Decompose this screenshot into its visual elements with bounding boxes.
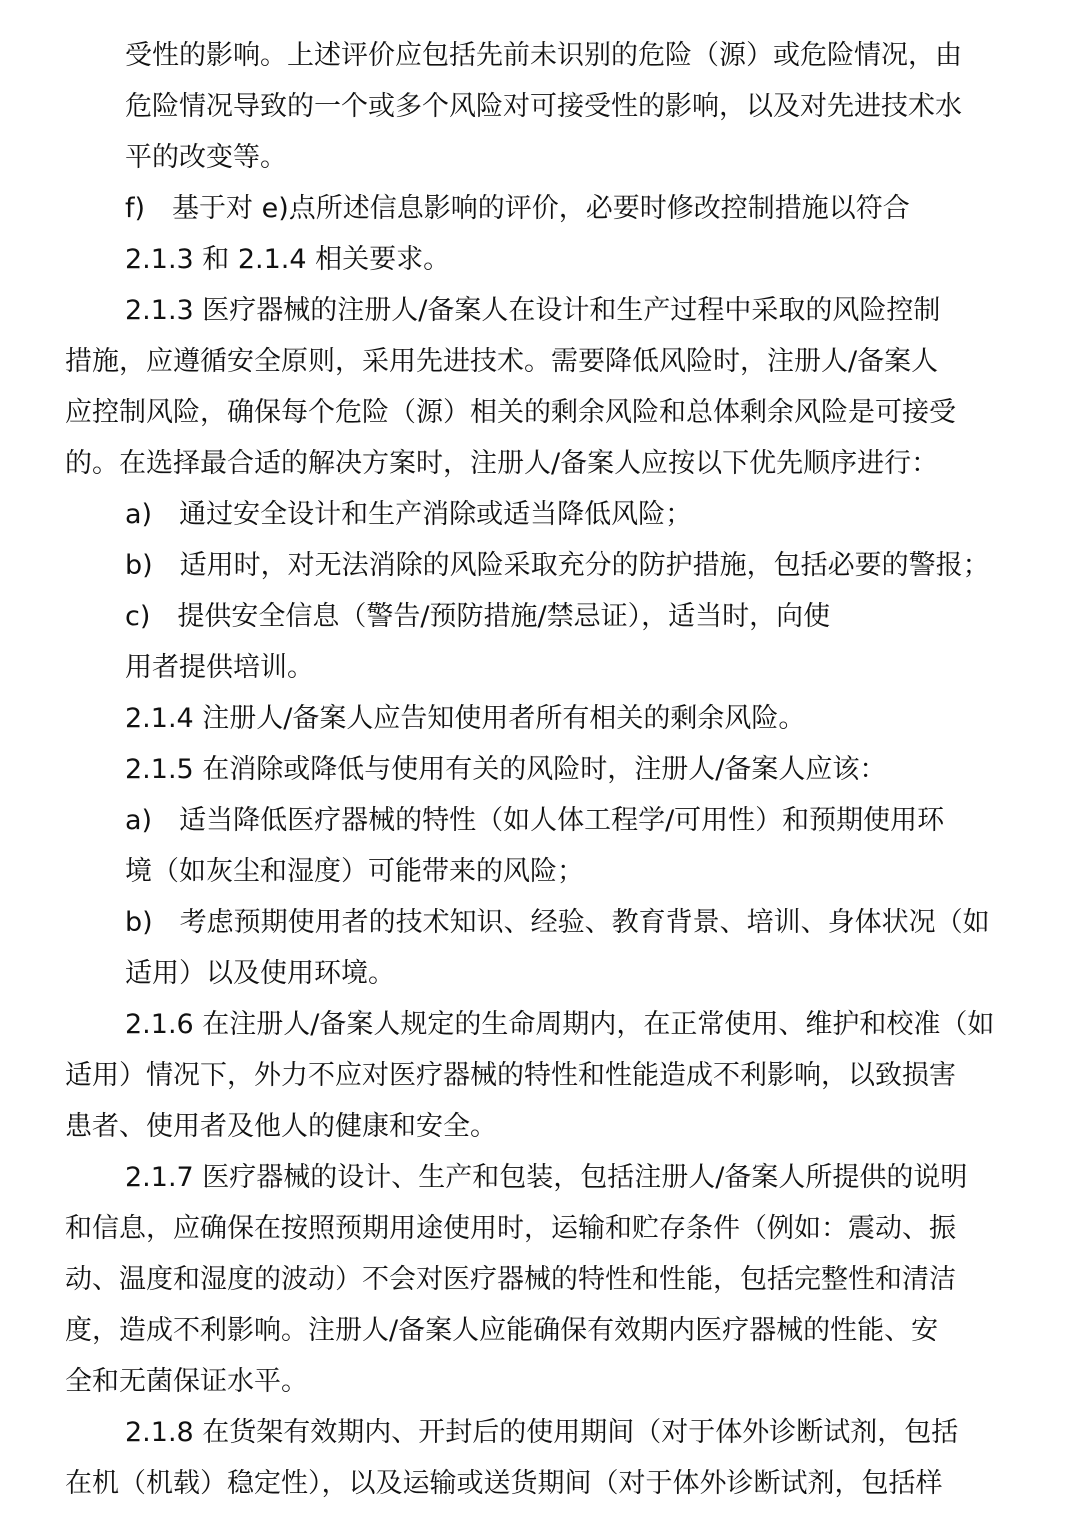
- text-line-content: 措施，应遵循安全原则，采用先进技术。需要降低风险时，注册人/备案人: [65, 346, 939, 377]
- text-line-content: 应控制风险，确保每个危险（源）相关的剩余风险和总体剩余风险是可接受: [65, 397, 956, 428]
- text-line-content: 患者、使用者及他人的健康和安全。: [65, 1111, 497, 1142]
- text-line-content: 适用）情况下，外力不应对医疗器械的特性和性能造成不利影响，以致损害: [65, 1060, 956, 1091]
- text-line: [0, 387, 1080, 438]
- text-line-content: 的。在选择最合适的解决方案时，注册人/备案人应按以下优先顺序进行：: [65, 448, 939, 479]
- text-line: [0, 285, 1080, 336]
- text-line-content: 2.1.3 和 2.1.4 相关要求。: [125, 244, 451, 275]
- text-line: [0, 234, 1080, 285]
- text-line: [0, 183, 1080, 234]
- text-line-content: 2.1.5 在消除或降低与使用有关的风险时，注册人/备案人应该：: [125, 754, 887, 785]
- text-line: [0, 1203, 1080, 1254]
- text-line-content: a) 通过安全设计和生产消除或适当降低风险；: [125, 499, 693, 530]
- text-line: [0, 1050, 1080, 1101]
- text-line-content: 在机（机载）稳定性），以及运输或送货期间（对于体外诊断试剂，包括样: [65, 1468, 943, 1499]
- text-line-content: c) 提供安全信息（警告/预防措施/禁忌证），适当时，向使: [125, 601, 831, 632]
- text-line-content: 动、温度和湿度的波动）不会对医疗器械的特性和性能，包括完整性和清洁: [65, 1264, 956, 1295]
- text-line: [0, 540, 1080, 591]
- text-line-content: a) 适当降低医疗器械的特性（如人体工程学/可用性）和预期使用环: [125, 805, 945, 836]
- text-line: [0, 1254, 1080, 1305]
- text-line: [0, 30, 1080, 81]
- text-line: [0, 642, 1080, 693]
- text-line: [0, 693, 1080, 744]
- text-line-content: 2.1.4 注册人/备案人应告知使用者所有相关的剩余风险。: [125, 703, 806, 734]
- text-line-content: 和信息，应确保在按照预期用途使用时，运输和贮存条件（例如：震动、振: [65, 1213, 956, 1244]
- text-line: [0, 489, 1080, 540]
- text-line: [0, 336, 1080, 387]
- text-line: [0, 1305, 1080, 1356]
- text-line: [0, 1152, 1080, 1203]
- text-line-content: 用者提供培训。: [125, 652, 314, 683]
- text-line: [0, 1356, 1080, 1407]
- text-line: [0, 999, 1080, 1050]
- text-line: [0, 1458, 1080, 1509]
- text-line-content: 2.1.3 医疗器械的注册人/备案人在设计和生产过程中采取的风险控制: [125, 295, 941, 326]
- text-line-content: 2.1.7 医疗器械的设计、生产和包装，包括注册人/备案人所提供的说明: [125, 1162, 968, 1193]
- text-line-content: 全和无菌保证水平。: [65, 1366, 308, 1397]
- text-line-content: 境（如灰尘和湿度）可能带来的风险；: [125, 856, 584, 887]
- text-line-content: 度，造成不利影响。注册人/备案人应能确保有效期内医疗器械的性能、安: [65, 1315, 939, 1346]
- text-line: [0, 81, 1080, 132]
- text-line: [0, 744, 1080, 795]
- text-line: [0, 132, 1080, 183]
- text-line: [0, 795, 1080, 846]
- text-line-content: f) 基于对 e)点所述信息影响的评价，必要时修改控制措施以符合: [125, 193, 910, 224]
- text-line-content: 适用）以及使用环境。: [125, 958, 395, 989]
- text-line-content: 2.1.8 在货架有效期内、开封后的使用期间（对于体外诊断试剂，包括: [125, 1417, 959, 1448]
- text-line-content: b) 考虑预期使用者的技术知识、经验、教育背景、培训、身体状况（如: [125, 907, 990, 938]
- text-line: [0, 948, 1080, 999]
- text-line: [0, 846, 1080, 897]
- text-line: [0, 1407, 1080, 1458]
- text-line-content: 受性的影响。上述评价应包括先前未识别的危险（源）或危险情况，由: [125, 40, 962, 71]
- text-line: [0, 438, 1080, 489]
- text-line: [0, 591, 1080, 642]
- text-line: [0, 1101, 1080, 1152]
- text-line-content: 平的改变等。: [125, 142, 287, 173]
- text-line-content: 2.1.6 在注册人/备案人规定的生命周期内，在正常使用、维护和校准（如: [125, 1009, 995, 1040]
- text-line-content: 危险情况导致的一个或多个风险对可接受性的影响，以及对先进技术水: [125, 91, 962, 122]
- text-line-content: b) 适用时，对无法消除的风险采取充分的防护措施，包括必要的警报；: [125, 550, 990, 581]
- text-line: [0, 897, 1080, 948]
